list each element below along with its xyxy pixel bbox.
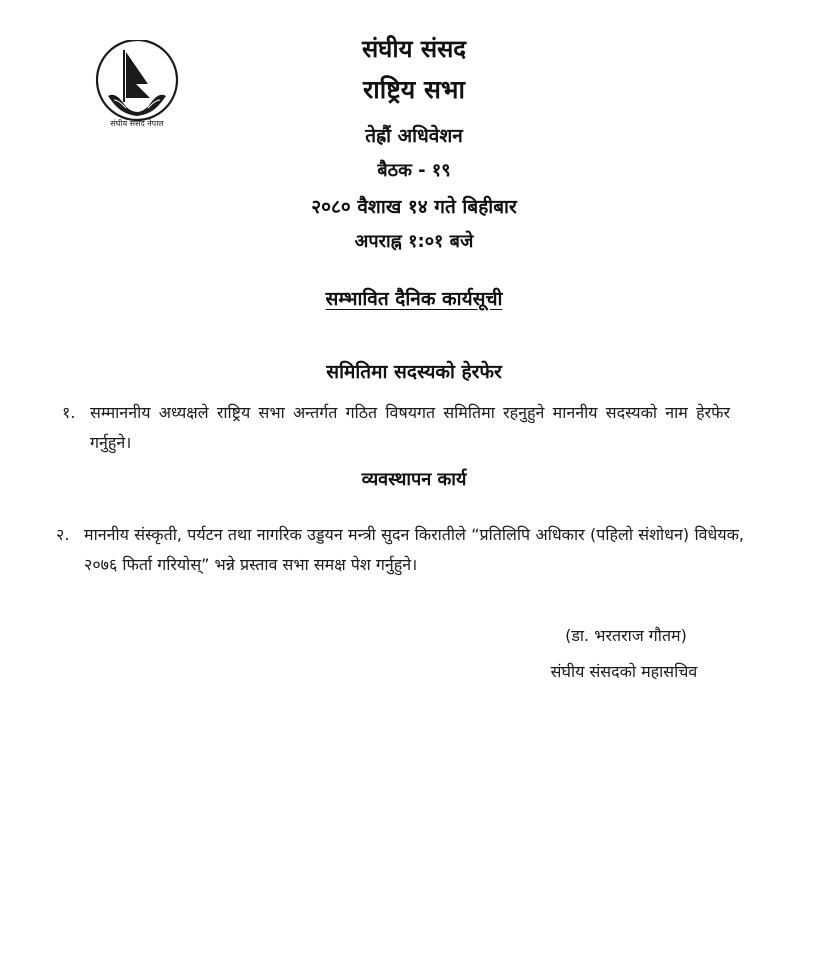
meeting-date: २०८० वैशाख १४ गते बिहीबार <box>311 196 517 218</box>
section-heading-committee: समितिमा सदस्यको हेरफेर <box>326 361 502 383</box>
agenda-title: सम्भावित दैनिक कार्यसूची <box>325 288 503 310</box>
logo-caption: संघीय संसद नेपाल <box>110 119 164 128</box>
header-national-assembly: राष्ट्रिय सभा <box>363 75 465 104</box>
signatory-name: (डा. भरतराज गौतम) <box>565 626 687 645</box>
meeting-number: बैठक - १९ <box>377 160 451 181</box>
item-text: सम्माननीय अध्यक्षले राष्ट्रिय सभा अन्तर्गत गठित विषयगत समितिमा रहनुहुने माननीय सदस्यको नाम हेरफेर गर्नुहुने। <box>90 403 730 452</box>
section-heading-legislation: व्यवस्थापन कार्य <box>361 469 467 490</box>
agenda-item <box>62 398 742 462</box>
session-label: तेह्रौं अधिवेशन <box>365 125 463 147</box>
item-number: २. <box>56 525 70 544</box>
item-text: माननीय संस्कृती, पर्यटन तथा नागरिक उड्डयन मन्त्री सुदन किरातीले “प्रतिलिपि अधिकार (पहिलो संशोधन) विधेयक, २०७६ फिर्ता गरियोस्” भन्ने प्रस्ताव सभा समक्ष पेश गर्नुहुने। <box>84 525 744 574</box>
agenda-item <box>56 520 746 584</box>
meeting-time: अपराह्न १:०१ बजे <box>354 231 474 252</box>
item-number: १. <box>62 403 76 422</box>
header-federal-parliament: संघीय संसद <box>361 35 467 63</box>
signatory-title: संघीय संसदको महासचिव <box>550 662 698 681</box>
